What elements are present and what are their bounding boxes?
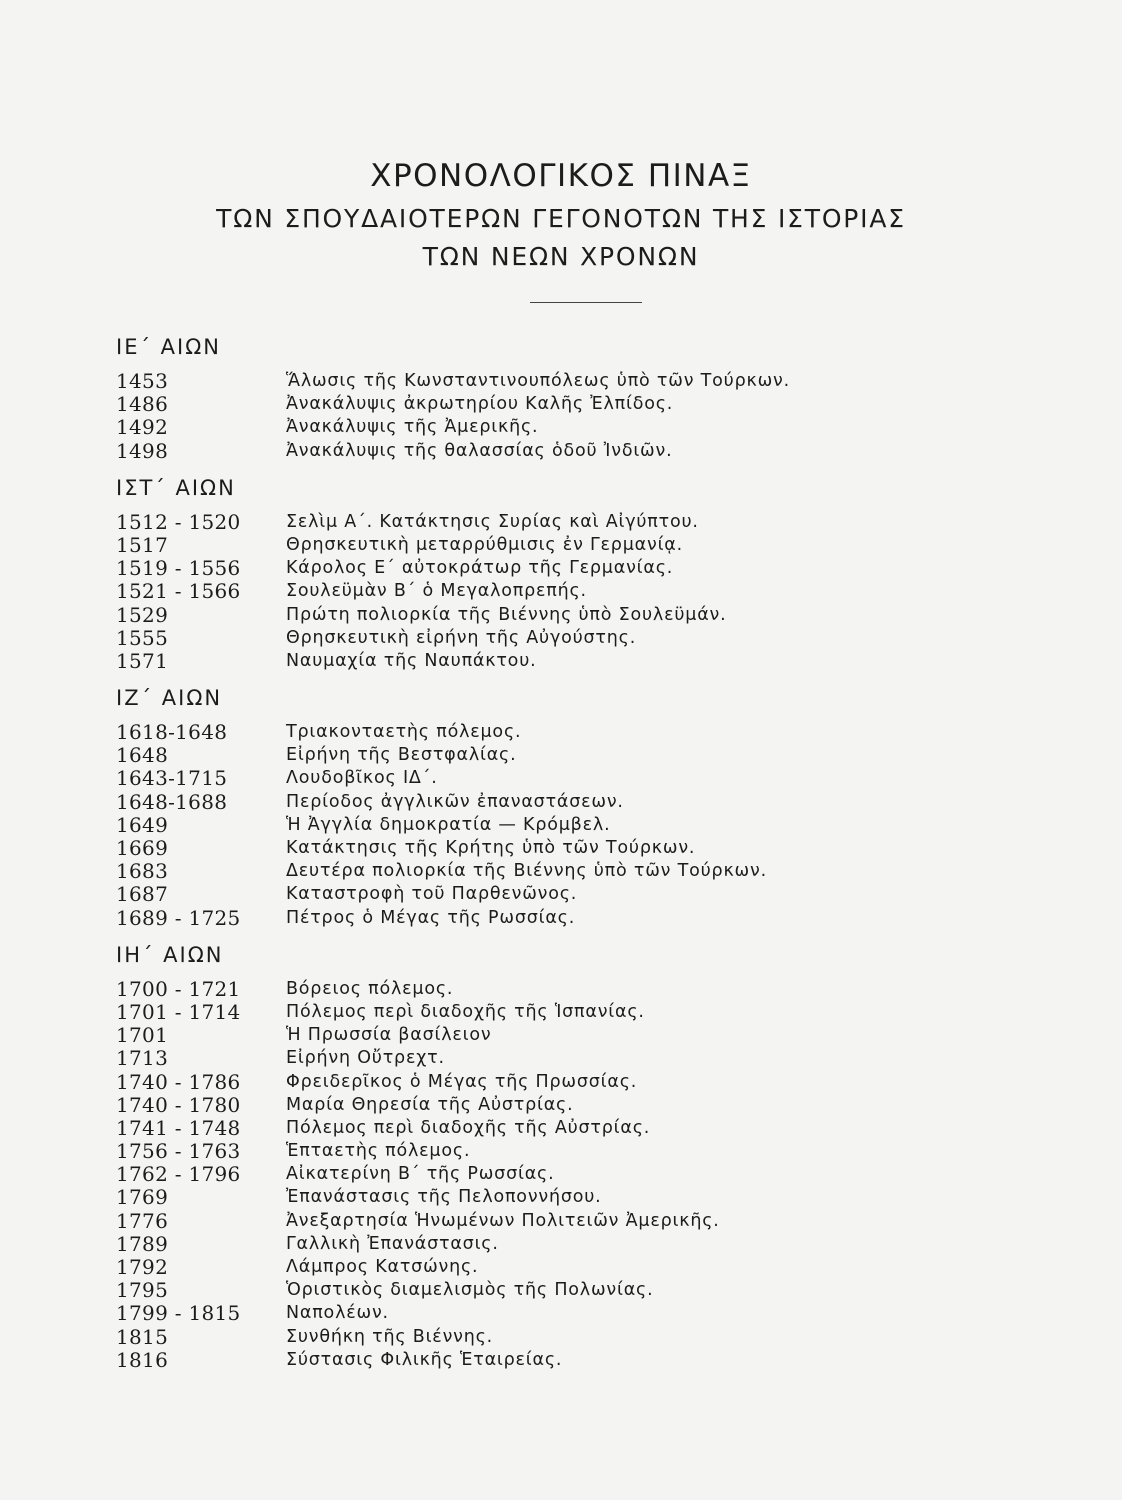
chronology-row <box>116 557 1016 580</box>
entry-event: Δευτέρα πολιορκία τῆς Βιέννης ὑπὸ τῶν Τούρκων. <box>286 861 767 882</box>
entry-list <box>116 511 1016 673</box>
chronology-row <box>116 1071 1016 1094</box>
entry-year: 1792 <box>116 1255 169 1279</box>
century-section <box>116 683 1016 930</box>
entry-year: 1756 - 1763 <box>116 1139 241 1164</box>
entry-event: Ναπολέων. <box>286 1303 389 1324</box>
entry-year: 1795 <box>116 1278 169 1303</box>
entry-year: 1571 <box>116 648 169 673</box>
century-heading: ΙΕ΄ ΑΙΩΝ <box>116 335 221 359</box>
entry-year: 1648-1688 <box>116 789 228 814</box>
entry-year: 1700 - 1721 <box>116 976 241 1001</box>
chronology-row <box>116 370 1016 393</box>
entry-event: Πόλεμος περὶ διαδοχῆς τῆς Ἱσπανίας. <box>286 1001 645 1022</box>
chronology-row <box>116 791 1016 814</box>
entry-event: Εἰρήνη Οὔτρεχτ. <box>286 1048 445 1069</box>
century-heading: ΙΣΤ΄ ΑΙΩΝ <box>116 475 236 500</box>
century-heading: ΙΖ΄ ΑΙΩΝ <box>116 686 223 711</box>
entry-year: 1519 - 1556 <box>116 556 241 581</box>
chronology-row <box>116 511 1016 534</box>
entry-event: Κατάκτησις τῆς Κρήτης ὑπὸ τῶν Τούρκων. <box>286 838 696 858</box>
chronology-table <box>116 332 1016 1382</box>
century-section <box>116 940 1016 1372</box>
entry-event: Σουλεϋμὰν Β΄ ὁ Μεγαλοπρεπής. <box>286 581 587 602</box>
entry-event: Λάμπρος Κατσώνης. <box>286 1257 479 1277</box>
entry-year: 1498 <box>116 438 169 463</box>
chronology-row <box>116 1117 1016 1140</box>
entry-year: 1789 <box>116 1231 169 1256</box>
chronology-row <box>116 1326 1016 1349</box>
entry-year: 1683 <box>116 859 169 884</box>
entry-event: Ἀνακάλυψις τῆς Ἀμερικῆς. <box>286 417 539 438</box>
entry-year: 1649 <box>116 812 169 837</box>
chronology-row <box>116 744 1016 767</box>
entry-year: 1701 - 1714 <box>116 999 241 1024</box>
entry-event: Γαλλικὴ Ἐπανάστασις. <box>286 1233 499 1254</box>
entry-event: Ἐπανάστασις τῆς Πελοποννήσου. <box>286 1187 602 1208</box>
chronology-row <box>116 1186 1016 1209</box>
entry-event: Ἑπταετὴς πόλεμος. <box>286 1141 471 1162</box>
entry-year: 1687 <box>116 882 169 907</box>
entry-event: Ἡ Ἀγγλία δημοκρατία — Κρόμβελ. <box>286 814 611 835</box>
entry-event: Αἰκατερίνη Β΄ τῆς Ρωσσίας. <box>286 1164 555 1185</box>
entry-year: 1713 <box>116 1046 169 1071</box>
entry-year: 1689 - 1725 <box>116 905 241 930</box>
entry-event: Θρησκευτικὴ μεταρρύθμισις ἐν Γερμανίᾳ. <box>286 534 683 555</box>
entry-event: Συνθήκη τῆς Βιέννης. <box>286 1326 494 1347</box>
chronology-row <box>116 604 1016 627</box>
entry-year: 1521 - 1566 <box>116 579 241 604</box>
entry-event: Ἅλωσις τῆς Κωνσταντινουπόλεως ὑπὸ τῶν Τούρκων. <box>286 371 790 391</box>
chronology-row <box>116 393 1016 416</box>
chronology-row <box>116 534 1016 557</box>
title-divider <box>530 302 642 303</box>
entry-event: Ἀνακάλυψις ἀκρωτηρίου Καλῆς Ἐλπίδος. <box>286 394 674 415</box>
chronology-row <box>116 1302 1016 1325</box>
entry-year: 1669 <box>116 836 169 860</box>
chronology-row <box>116 814 1016 837</box>
entry-event: Πρώτη πολιορκία τῆς Βιέννης ὑπὸ Σουλεϋμάν. <box>286 604 727 625</box>
chronology-row <box>116 837 1016 860</box>
entry-year: 1648 <box>116 743 169 768</box>
entry-year: 1517 <box>116 532 169 557</box>
page-title: ΧΡΟΝΟΛΟΓΙΚΟΣ ΠΙΝΑΞ <box>370 158 752 194</box>
entry-event: Ναυμαχία τῆς Ναυπάκτου. <box>286 650 537 671</box>
entry-year: 1555 <box>116 625 169 650</box>
chronology-row <box>116 1233 1016 1256</box>
chronology-row <box>116 1163 1016 1186</box>
entry-year: 1643-1715 <box>116 766 228 791</box>
entry-event: Περίοδος ἀγγλικῶν ἐπαναστάσεων. <box>286 791 624 812</box>
entry-event: Μαρία Θηρεσία τῆς Αὐστρίας. <box>286 1094 574 1115</box>
entry-event: Ὁριστικὸς διαμελισμὸς τῆς Πολωνίας. <box>286 1280 654 1301</box>
page-subtitle-line-2: ΤΩΝ ΝΕΩΝ ΧΡΟΝΩΝ <box>422 242 700 271</box>
entry-year: 1486 <box>116 392 169 417</box>
century-heading: ΙΗ΄ ΑΙΩΝ <box>116 942 224 967</box>
entry-year: 1741 - 1748 <box>116 1115 241 1140</box>
century-section <box>116 473 1016 673</box>
entry-year: 1815 <box>116 1324 169 1349</box>
entry-year: 1492 <box>116 415 169 440</box>
entry-event: Πέτρος ὁ Μέγας τῆς Ρωσσίας. <box>286 907 576 928</box>
page-subtitle-line-1: ΤΩΝ ΣΠΟΥΔΑΙΟΤΕΡΩΝ ΓΕΓΟΝΟΤΩΝ ΤΗΣ ΙΣΤΟΡΙΑΣ <box>216 204 906 233</box>
entry-year: 1618-1648 <box>116 720 228 745</box>
entry-event: Φρειδερῖκος ὁ Μέγας τῆς Πρωσσίας. <box>286 1071 638 1092</box>
entry-event: Ἀνεξαρτησία Ἡνωμένων Πολιτειῶν Ἀμερικῆς. <box>286 1210 720 1231</box>
entry-list <box>116 721 1016 930</box>
entry-event: Θρησκευτικὴ εἰρήνη τῆς Αὐγούστης. <box>286 627 637 648</box>
chronology-row <box>116 1256 1016 1279</box>
entry-event: Πόλεμος περὶ διαδοχῆς τῆς Αὐστρίας. <box>286 1117 651 1138</box>
entry-list <box>116 370 1016 463</box>
entry-list <box>116 978 1016 1372</box>
entry-year: 1762 - 1796 <box>116 1162 241 1187</box>
entry-year: 1799 - 1815 <box>116 1301 241 1326</box>
entry-year: 1740 - 1780 <box>116 1092 241 1117</box>
entry-year: 1776 <box>116 1208 169 1233</box>
entry-year: 1453 <box>116 369 169 393</box>
chronology-row <box>116 1279 1016 1302</box>
entry-year: 1701 <box>116 1023 169 1048</box>
entry-year: 1512 - 1520 <box>116 509 241 534</box>
entry-event: Κάρολος Ε΄ αὐτοκράτωρ τῆς Γερμανίας. <box>286 558 674 579</box>
entry-event: Ἀνακάλυψις τῆς θαλασσίας ὁδοῦ Ἰνδιῶν. <box>286 440 673 461</box>
chronology-row <box>116 860 1016 883</box>
chronology-row <box>116 978 1016 1001</box>
chronology-row <box>116 416 1016 439</box>
chronology-row <box>116 721 1016 744</box>
entry-year: 1816 <box>116 1347 169 1372</box>
entry-year: 1529 <box>116 602 169 627</box>
chronology-row <box>116 1210 1016 1233</box>
chronology-row <box>116 1001 1016 1024</box>
entry-event: Ἡ Πρωσσία βασίλειον <box>286 1025 492 1046</box>
chronology-row <box>116 883 1016 906</box>
entry-event: Τριακονταετὴς πόλεμος. <box>286 722 522 743</box>
entry-event: Καταστροφὴ τοῦ Παρθενῶνος. <box>286 884 578 905</box>
chronology-row <box>116 1094 1016 1117</box>
entry-year: 1769 <box>116 1185 169 1210</box>
chronology-row <box>116 580 1016 603</box>
entry-year: 1740 - 1786 <box>116 1069 241 1094</box>
chronology-row <box>116 1024 1016 1047</box>
entry-event: Σελὶμ Α΄. Κατάκτησις Συρίας καὶ Αἰγύπτου. <box>286 511 699 532</box>
chronology-row <box>116 1047 1016 1070</box>
entry-event: Εἰρήνη τῆς Βεστφαλίας. <box>286 745 517 766</box>
chronology-row <box>116 767 1016 790</box>
chronology-row <box>116 627 1016 650</box>
chronology-row <box>116 907 1016 930</box>
entry-event: Βόρειος πόλεμος. <box>286 978 454 999</box>
chronology-row <box>116 1349 1016 1372</box>
chronology-row <box>116 1140 1016 1163</box>
entry-event: Λουδοβῖκος ΙΔ΄. <box>286 768 438 789</box>
chronology-row <box>116 650 1016 673</box>
century-section <box>116 332 1016 463</box>
chronology-row <box>116 440 1016 463</box>
entry-event: Σύστασις Φιλικῆς Ἑταιρείας. <box>286 1349 563 1370</box>
